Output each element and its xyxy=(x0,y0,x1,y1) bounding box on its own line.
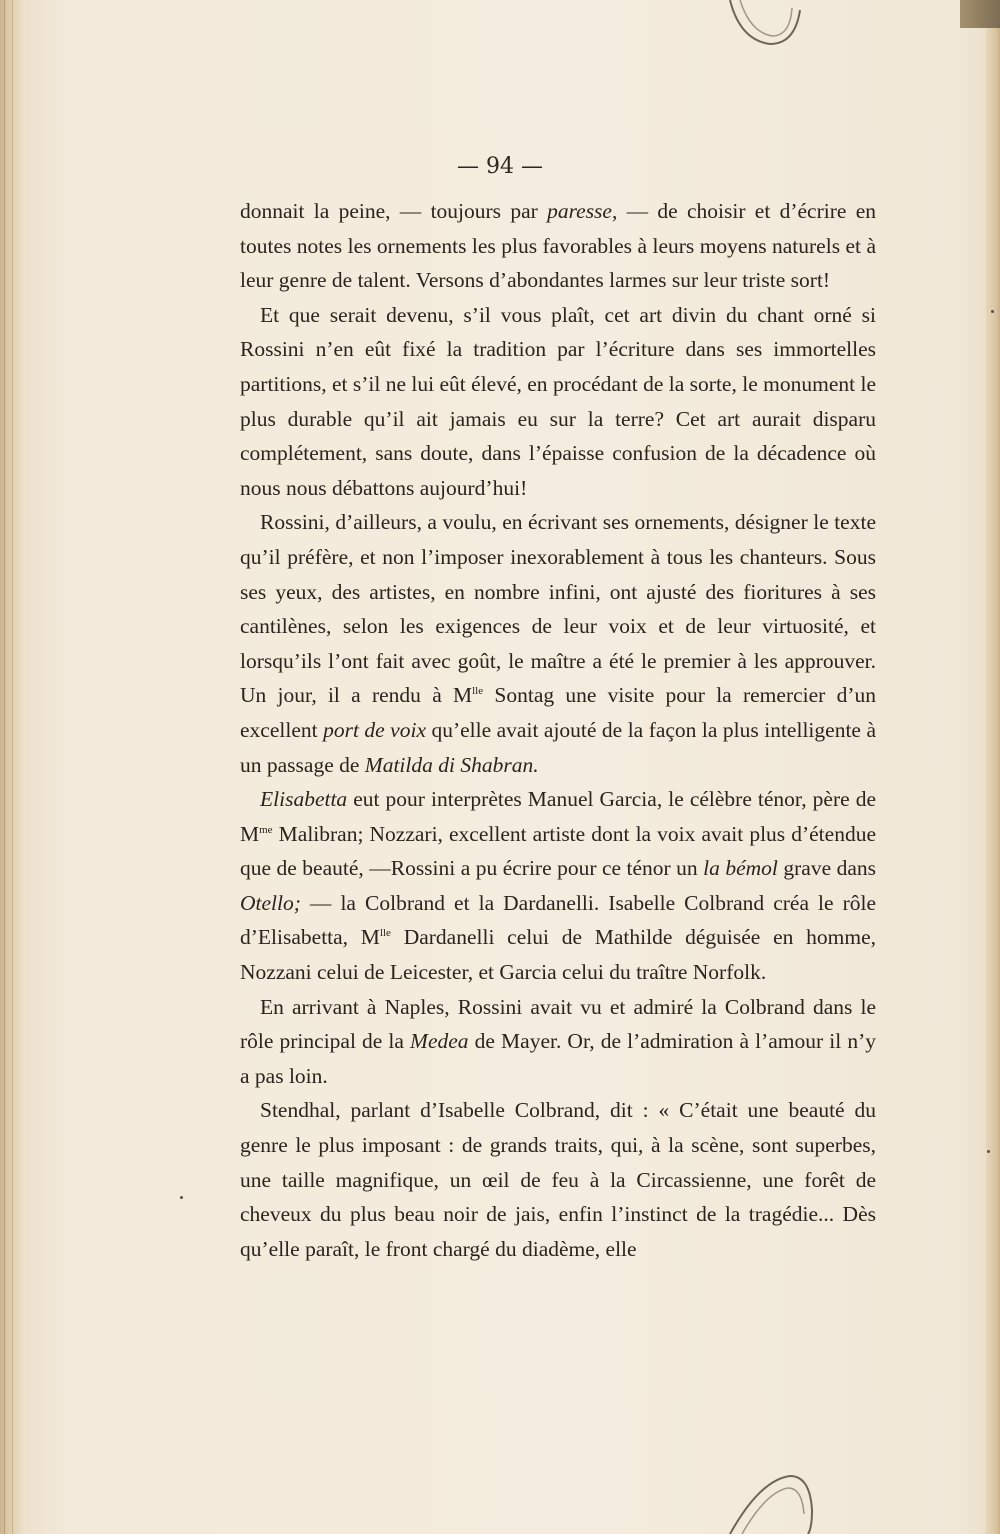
text-run: de Mayer. Or, de l’admiration à l’amour il n’y a pas loin. xyxy=(240,1029,876,1088)
page-right-edge xyxy=(986,0,1000,1534)
text-run: grave dans xyxy=(777,856,877,881)
text-run: Rossini, d’ailleurs, a voulu, en écrivant ses ornements, désigner le texte qu’il préfère, et non l’imposer inexorablement à tous les chanteurs. Sous ses yeux, des artistes, en nombre infini, ont ajusté des fioritures à ses cantilènes, selon les exigences de leur voix et de leur virtuosité, et lorsqu’ils l’ont fait avec goût, le maître a été le premier à les approuver. Un jour, il a rendu à M xyxy=(240,510,876,708)
paragraph xyxy=(240,1093,876,1266)
superscript-abbrev: lle xyxy=(379,927,391,940)
italic-run: port de voix xyxy=(323,717,426,742)
binding-fold-line xyxy=(4,0,5,1534)
paragraph xyxy=(240,990,876,1094)
text-run: Dardanelli celui de Mathilde déguisée en homme, Nozzani celui de Leicester, et Garcia celui du traître Norfolk. xyxy=(240,925,876,985)
text-run: — la Colbrand et la Dardanelli. Isabelle Colbrand créa le rôle d’Elisabetta, M xyxy=(240,890,876,950)
paragraph xyxy=(240,194,876,298)
text-run: donnait la peine, — toujours par xyxy=(240,199,548,223)
text-run: Sontag une visite pour la remercier d’un excellent xyxy=(240,683,877,742)
paragraph xyxy=(240,298,876,506)
italic-run: la bémol xyxy=(703,856,778,881)
italic-run: Matilda di Shabran. xyxy=(364,752,539,777)
paragraph xyxy=(240,505,876,782)
text-run: eut pour interprètes Manuel Garcia, le célèbre ténor, père de M xyxy=(240,787,876,846)
text-run: Et que serait devenu, s’il vous plaît, cet art divin du chant orné si Rossini n’en eût fixé la tradition par l’écriture dans ses immortelles partitions, et s’il ne lui eût élevé, en procédant de la sorte, le monument le plus durable qu’il ait jamais eu sur la terre? Cet art aurait disparu complétement, sans doute, dans l’épaisse confusion de la décadence où nous nous débattons aujourd’hui! xyxy=(240,302,876,500)
page-corner-shadow xyxy=(960,0,1000,28)
italic-run: Elisabetta xyxy=(260,787,348,812)
ink-speck xyxy=(991,310,994,313)
paragraph xyxy=(240,782,876,990)
text-run: qu’elle avait ajouté de la façon la plus intelligente à un passage de xyxy=(240,717,876,777)
binding-fold-line xyxy=(12,0,13,1534)
body-text xyxy=(240,194,876,1266)
page-number: — 94 — xyxy=(457,154,543,179)
text-run: Stendhal, parlant d’Isabelle Colbrand, dit : « C’était une beauté du genre le plus imposant : de grands traits, qui, à la scène, sont superbes, une taille magnifique, un œil de feu à la Circassienne, une forêt de cheveux du plus beau noir de jais, enfin l’instinct de la tragédie... Dès qu’elle paraît, le front chargé du diadème, elle xyxy=(240,1098,876,1261)
ink-speck xyxy=(180,1196,183,1199)
paper-clip-bottom-icon xyxy=(720,1470,840,1534)
ink-speck xyxy=(987,1150,990,1153)
paper-clip-top-icon xyxy=(700,0,820,60)
superscript-abbrev: me xyxy=(259,823,273,836)
text-run: , — de choisir et d’écrire en toutes notes les ornements les plus favorables à leurs moyens naturels et à leur genre de talent. Versons d’abondantes larmes sur leur triste sort! xyxy=(240,199,876,293)
text-run: Malibran; Nozzari, excellent artiste dont la voix avait plus d’étendue que de beauté, —Rossini a pu écrire pour ce ténor un xyxy=(240,821,876,881)
superscript-abbrev: lle xyxy=(472,685,484,698)
text-run: En arrivant à Naples, Rossini avait vu et admiré la Colbrand dans le rôle principal de la xyxy=(240,994,876,1054)
italic-run: Otello; xyxy=(240,890,301,915)
italic-run: Medea xyxy=(410,1029,469,1054)
italic-run: paresse xyxy=(547,199,612,223)
